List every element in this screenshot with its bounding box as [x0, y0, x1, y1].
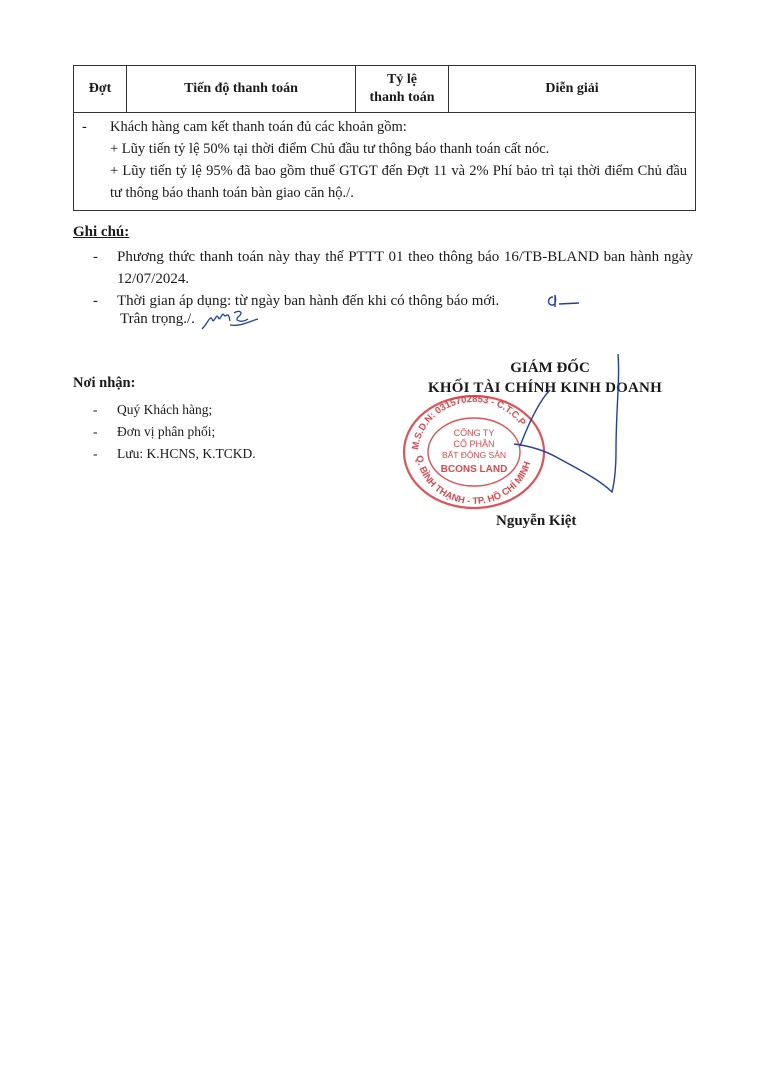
- stamp-line-1: CÔNG TY: [453, 428, 495, 438]
- recipient-dash: -: [93, 446, 98, 461]
- note-dash: -: [82, 119, 87, 135]
- recipient-item: [73, 399, 256, 421]
- recipient-dash: -: [93, 402, 98, 417]
- table-header-row: [74, 66, 696, 113]
- note-text-1: Khách hàng cam kết thanh toán đủ các khoản gồm:: [110, 119, 407, 135]
- stamp-line-3: BẤT ĐỘNG SẢN: [441, 450, 507, 460]
- recipients-list: [73, 399, 256, 465]
- signer-department: KHỐI TÀI CHÍNH KINH DOANH: [428, 380, 662, 396]
- recipient-text: Quý Khách hàng;: [117, 402, 213, 417]
- header-ty-le-line2: thanh toán: [369, 90, 435, 105]
- notes-item-text: Phương thức thanh toán này thay thế PTTT 01 theo thông báo 16/TB-BLAND ban hành ngày 12/07/2024.: [117, 249, 693, 287]
- recipient-dash: -: [93, 424, 98, 439]
- recipient-text: Đơn vị phân phối;: [117, 424, 216, 439]
- header-ty-le-line1: Tỷ lệ: [387, 72, 417, 87]
- signer-name: Nguyễn Kiệt: [496, 513, 577, 529]
- stamp-line-4: BCONS LAND: [440, 464, 508, 475]
- initial-mark-icon: [545, 292, 585, 310]
- note-line-1: [82, 116, 687, 138]
- notes-item: [73, 290, 693, 312]
- recipient-text: Lưu: K.HCNS, K.TCKD.: [117, 446, 256, 461]
- notes-list: [73, 246, 693, 312]
- header-ty-le: [356, 66, 449, 113]
- payment-table: [73, 65, 696, 211]
- recipient-item: [73, 443, 256, 465]
- notes-title: Ghi chú:: [73, 224, 130, 240]
- note-cell: [74, 113, 696, 211]
- note-line-2: + Lũy tiến tỷ lệ 50% tại thời điểm Chủ đầu tư thông báo thanh toán cất nóc.: [110, 141, 550, 157]
- notes-item-text: Thời gian áp dụng: từ ngày ban hành đến khi có thông báo mới.: [117, 293, 500, 309]
- recipient-item: [73, 421, 256, 443]
- note-line-3: + Lũy tiến tỷ lệ 95% đã bao gồm thuế GTGT đến Đợt 11 và 2% Phí bảo trì tại thời điểm Chủ đầu tư thông báo thanh toán bàn giao căn hộ./.: [110, 163, 687, 201]
- stamp-ring-top: M.S.D.N: 0315702853 - C.T.C.P: [410, 393, 528, 451]
- stamp-ring-bottom: Q. BÌNH THẠNH - TP. HỒ CHÍ MINH: [413, 454, 534, 508]
- header-tien-do: Tiến độ thanh toán: [127, 66, 356, 113]
- notes-dash: -: [93, 293, 98, 309]
- recipients-title: Nơi nhận:: [73, 375, 136, 391]
- notes-item: [73, 246, 693, 290]
- notes-dash: -: [93, 249, 98, 265]
- regards-text: Trân trọng./.: [120, 311, 195, 327]
- signer-position: GIÁM ĐỐC: [510, 360, 590, 376]
- header-dien-giai: Diễn giải: [449, 66, 696, 113]
- handwritten-signature-icon: [500, 350, 640, 500]
- initial-signature-icon: [200, 305, 264, 333]
- stamp-line-2: CỔ PHẦN: [453, 439, 495, 449]
- table-note-row: [74, 113, 696, 211]
- header-dot: Đợt: [74, 66, 127, 113]
